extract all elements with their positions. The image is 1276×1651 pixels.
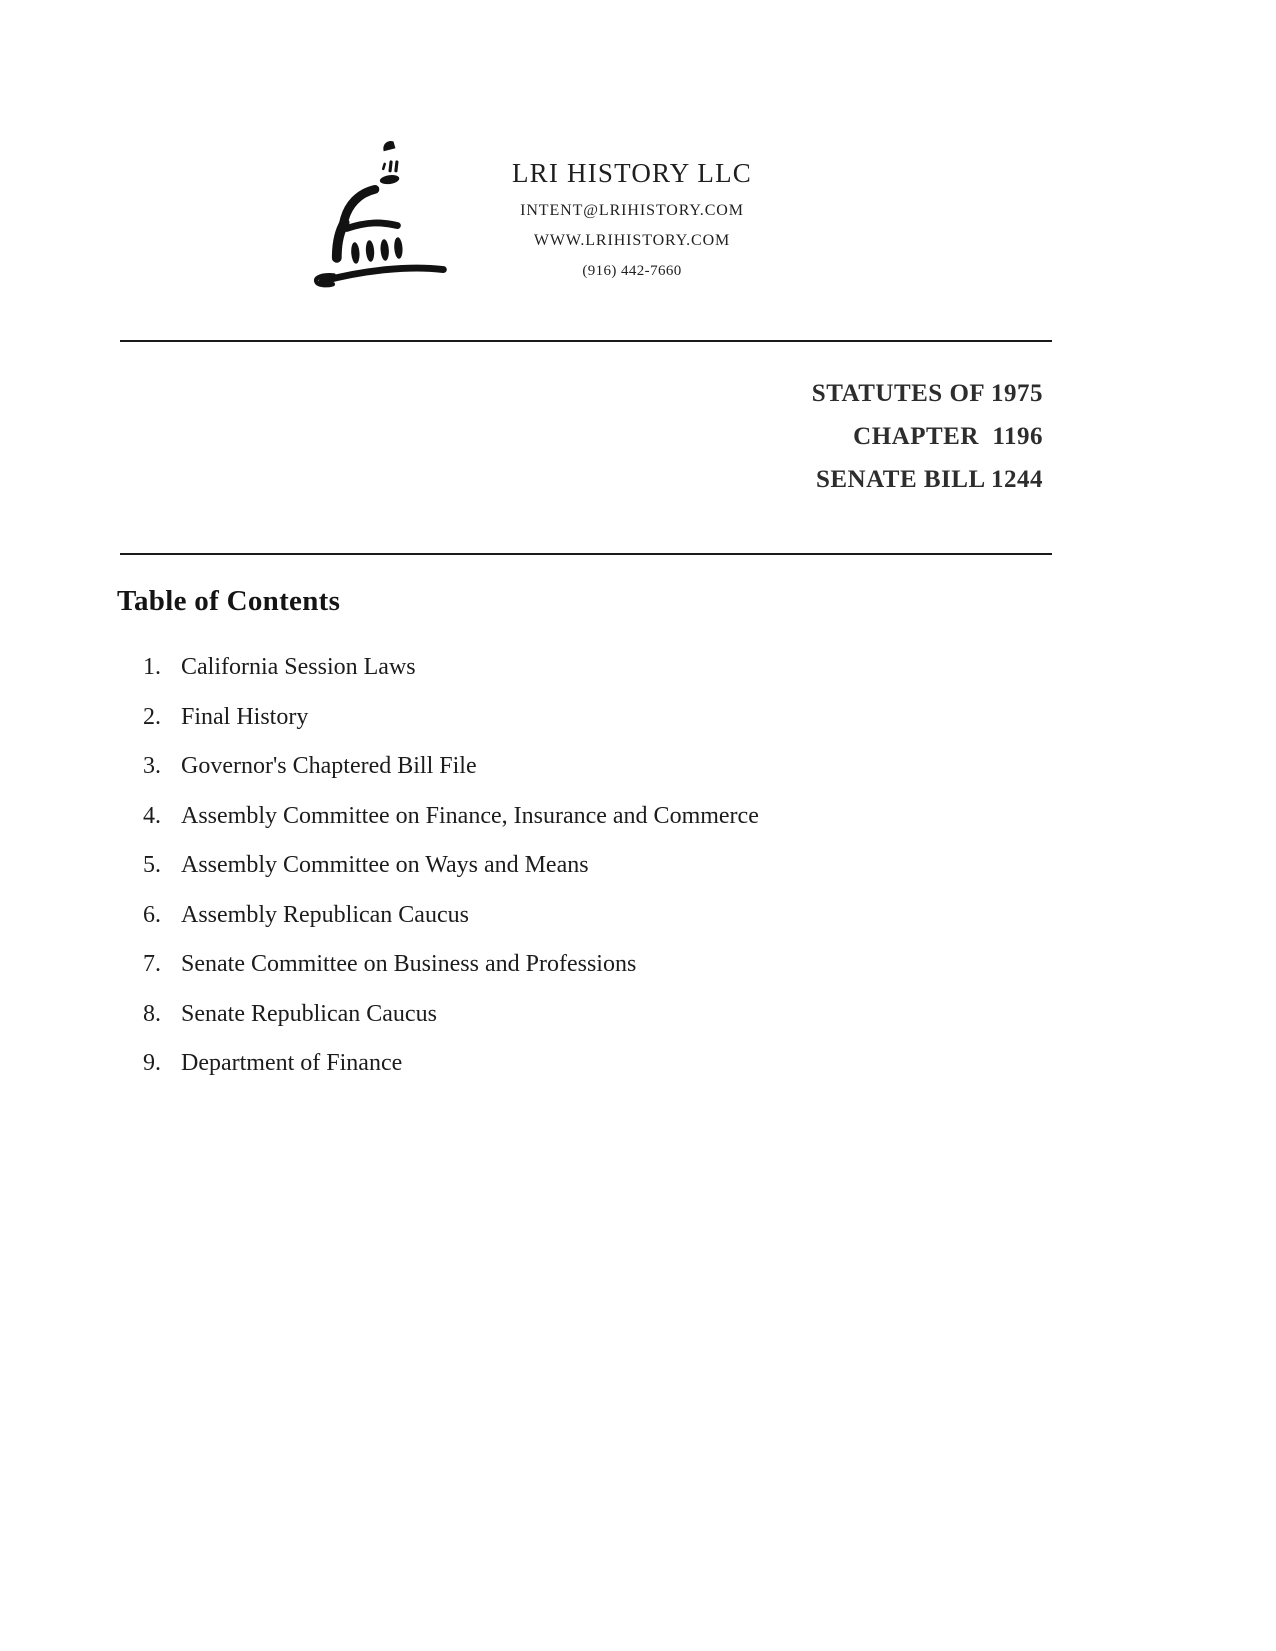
toc-item-label: Assembly Committee on Ways and Means — [181, 852, 589, 878]
toc-item-number: 1. — [143, 654, 161, 680]
toc-item — [143, 655, 759, 680]
capitol-dome-icon — [283, 118, 459, 294]
toc-item — [143, 705, 759, 730]
chapter-line: CHAPTER 1196 — [853, 423, 1043, 450]
toc-item — [143, 903, 759, 928]
toc-item-label: Governor's Chaptered Bill File — [181, 753, 477, 779]
toc-title: Table of Contents — [117, 585, 341, 617]
divider-line-bottom — [120, 553, 1052, 555]
divider-line-top — [120, 340, 1052, 342]
senate-bill-line: SENATE BILL 1244 — [815, 466, 1043, 493]
toc-item — [143, 952, 759, 977]
toc-item-label: Assembly Republican Caucus — [181, 901, 469, 928]
toc-list — [143, 655, 759, 1101]
toc-item-number: 6. — [143, 901, 161, 928]
statute-reference-block — [812, 372, 1043, 501]
toc-item-number: 7. — [143, 951, 161, 977]
toc-item-label: Department of Finance — [181, 1050, 403, 1076]
company-name: LRI HISTORY LLC — [511, 158, 752, 188]
toc-item-number: 3. — [143, 753, 161, 779]
toc-item — [143, 1051, 759, 1076]
toc-item — [143, 804, 759, 829]
toc-item — [143, 853, 759, 878]
toc-item-label: Senate Republican Caucus — [181, 1000, 437, 1027]
toc-item-number: 9. — [143, 1050, 161, 1076]
toc-item-number: 2. — [143, 703, 161, 730]
statutes-line: STATUTES OF 1975 — [811, 380, 1043, 407]
company-contact-block — [452, 156, 812, 286]
toc-item-number: 4. — [143, 802, 161, 829]
company-phone: (916) 442-7660 — [582, 263, 682, 279]
company-website: WWW.LRIHISTORY.COM — [533, 232, 731, 249]
toc-item-label: Assembly Committee on Finance, Insurance and Commerce — [181, 802, 759, 829]
toc-item — [143, 754, 759, 779]
toc-item-number: 5. — [143, 852, 161, 878]
toc-item-number: 8. — [143, 1000, 161, 1027]
company-email: INTENT@LRIHISTORY.COM — [520, 202, 744, 219]
toc-item-label: Final History — [181, 703, 309, 730]
toc-item-label: Senate Committee on Business and Professions — [181, 951, 637, 977]
toc-item-label: California Session Laws — [181, 654, 416, 680]
toc-item — [143, 1002, 759, 1027]
